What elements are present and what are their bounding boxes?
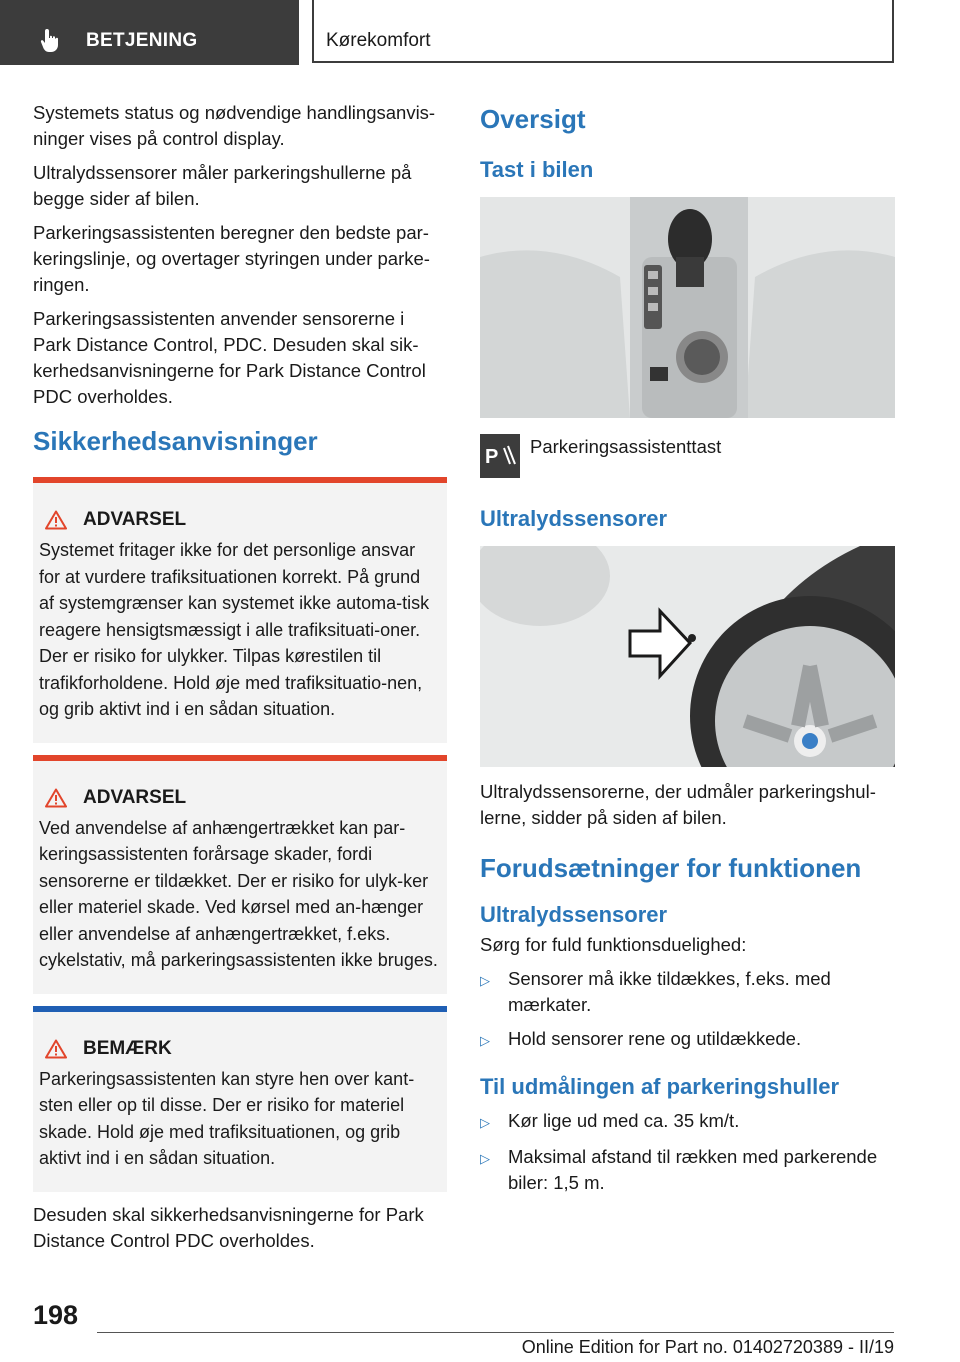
- warning-notice: [33, 755, 447, 994]
- header-chapter-box: [312, 0, 894, 63]
- paragraph: Parkeringsassistenten anvender sensorerne i Park Distance Control, PDC. Desuden skal sik-kerhedsanvisningerne for Park Distance Control PDC overholdes.: [33, 308, 426, 407]
- closing-paragraph: Desuden skal sikkerhedsanvisningerne for Park Distance Control PDC overholdes.: [33, 1203, 424, 1251]
- notice-text: Systemet fritager ikke for det personlige ansvar for at vurdere trafiksituationen korrekt. På grund af systemgrænser kan systemet ikke automa-tisk reagere hensigtsmæssigt i alle trafiksituati-oner. Der er risiko for ulykker. Tilpas kørestilen til trafikforholdene. Hold øje med trafiksituatio-nen, og grib aktivt ind i en sådan situation.: [39, 540, 430, 719]
- warning-triangle-icon: [45, 510, 67, 530]
- footer-rule: [97, 1332, 894, 1333]
- caution-notice: [33, 1006, 447, 1192]
- list-item: ▷ Hold sensorer rene og utildækkede.: [480, 1026, 895, 1054]
- header-section-tab: [0, 0, 299, 65]
- svg-text:P: P: [485, 446, 499, 468]
- safety-heading: Sikkerhedsanvisninger: [33, 426, 318, 456]
- prerequisites-heading: Forudsætninger for funktionen: [480, 853, 862, 883]
- overview-heading: Oversigt: [480, 104, 586, 134]
- page-number: 198: [33, 1300, 79, 1330]
- section-title: BETJENING: [86, 30, 198, 51]
- warning-triangle-icon: [45, 1039, 67, 1059]
- hand-pointer-icon: [38, 27, 64, 53]
- bullet-triangle-icon: ▷: [480, 1151, 490, 1166]
- button-caption-row: [480, 434, 895, 478]
- bullet-triangle-icon: ▷: [480, 1115, 490, 1130]
- prerequisites-intro: Sørg for fuld funktionsduelighed:: [480, 934, 747, 955]
- left-column: [33, 100, 447, 1262]
- right-column: [480, 100, 895, 1204]
- notice-text: Parkeringsassistenten kan styre hen over kant-sten eller op til disse. Der er risiko for materiel skade. Hold øje med trafiksituationen, og grib aktivt ind i en sådan situation.: [39, 1068, 415, 1168]
- list-item: ▷ Sensorer må ikke tildækkes, f.eks. med mærkater.: [480, 966, 895, 1018]
- paragraph: Parkeringsassistenten beregner den bedste par-keringslinje, og overtager styringen under parke-ringen.: [33, 222, 430, 295]
- bullet-triangle-icon: ▷: [480, 973, 490, 988]
- list-item: ▷ Maksimal afstand til rækken med parkerende biler: 1,5 m.: [480, 1144, 895, 1196]
- paragraph: Ultralydssensorer måler parkeringshullerne på begge sider af bilen.: [33, 162, 412, 209]
- notice-text: Ved anvendelse af anhængertrækket kan par-keringsassistenten forårsage skader, fordi sensorerne er tildækket. Der er risiko for ulyk-ker eller materiel skade. Ved kørsel med an-hænger eller anvendelse af anhængertrækket, f.eks. cykelstativ, må parkeringsassistenten ikke bruges.: [39, 817, 438, 970]
- sensor-heading: Ultralydssensorer: [480, 506, 668, 531]
- sensor-caption: Ultralydssensorerne, der udmåler parkeringshul-lerne, sidder på siden af bilen.: [480, 781, 876, 828]
- notice-title: BEMÆRK: [83, 1037, 172, 1059]
- paragraph: Systemets status og nødvendige handlingsanvis-ninger vises på control display.: [33, 102, 436, 149]
- prerequisites-subheading: Ultralydssensorer: [480, 902, 668, 927]
- chapter-title: Kørekomfort: [326, 30, 431, 51]
- footer-edition: Online Edition for Part no. 01402720389 - II/19: [521, 1337, 894, 1357]
- warning-triangle-icon: [45, 788, 67, 808]
- sensor-location-photo: [480, 546, 895, 767]
- list-item: ▷ Kør lige ud med ca. 35 km/t.: [480, 1108, 895, 1136]
- notice-title: ADVARSEL: [83, 786, 187, 808]
- button-heading: Tast i bilen: [480, 157, 594, 182]
- park-assist-icon: [480, 434, 520, 478]
- center-console-photo: [480, 197, 895, 418]
- notice-title: ADVARSEL: [83, 509, 187, 530]
- bullet-triangle-icon: ▷: [480, 1033, 490, 1048]
- measurement-heading: Til udmålingen af parkeringshuller: [480, 1074, 840, 1099]
- warning-notice: [33, 477, 447, 743]
- button-caption: Parkeringsassistenttast: [530, 436, 722, 457]
